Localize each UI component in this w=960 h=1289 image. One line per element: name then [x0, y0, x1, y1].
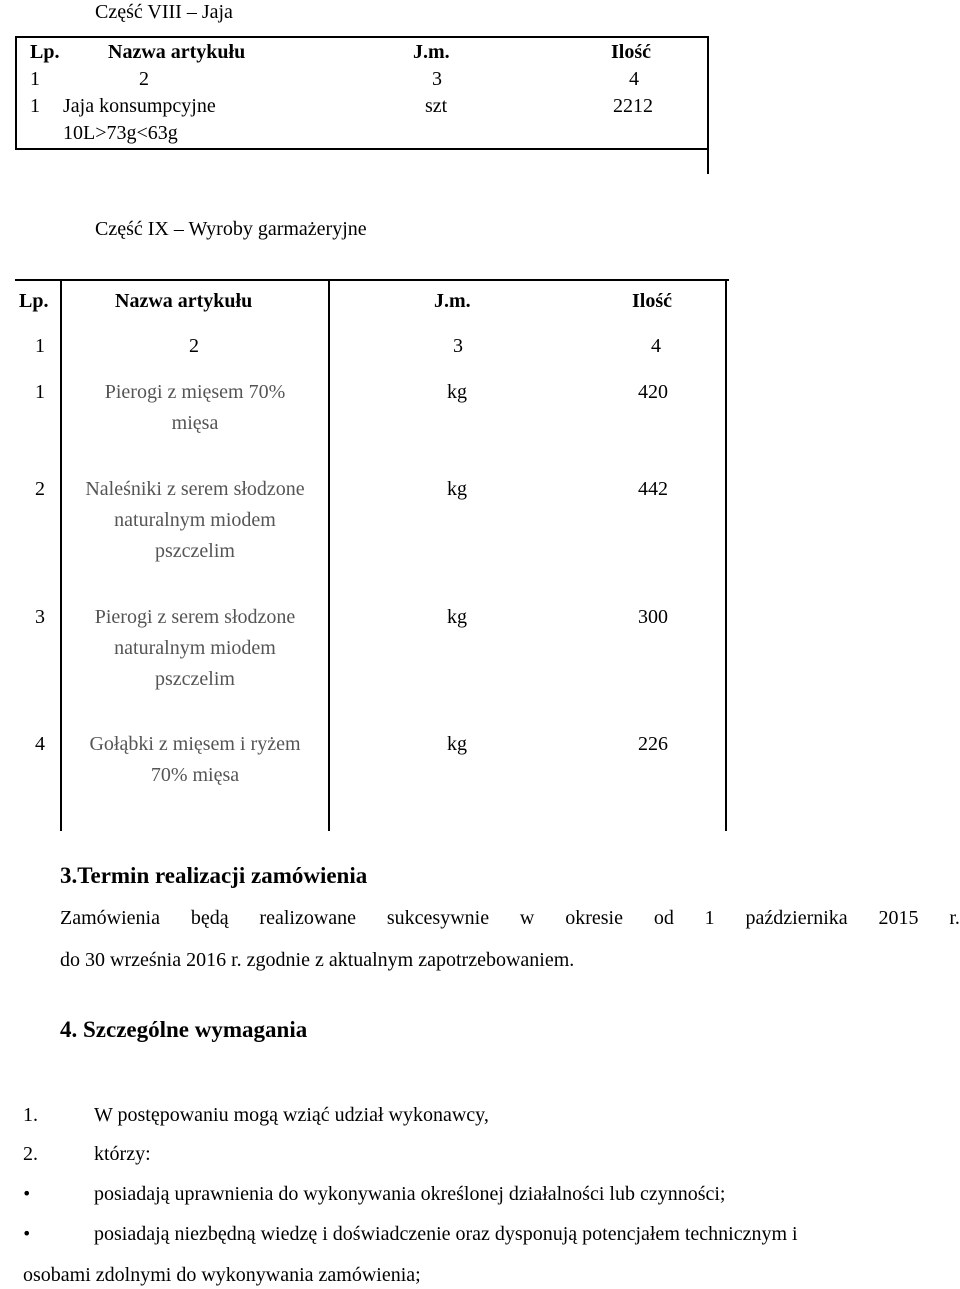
- row-name-line: 10L>73g<63g: [63, 122, 178, 144]
- col-header-name: Nazwa artykułu: [115, 290, 253, 312]
- row-lp: 4: [35, 733, 45, 755]
- row-lp: 2: [35, 478, 45, 500]
- row-name-line: Naleśniki z serem słodzone: [85, 478, 305, 500]
- list-item-number: 1.: [23, 1104, 38, 1126]
- row-name-line: naturalnym miodem: [114, 509, 276, 531]
- word: od: [653, 907, 674, 929]
- row-qty: 2212: [613, 95, 653, 117]
- word: Zamówienia: [60, 907, 160, 929]
- list-item-number: 2.: [23, 1143, 38, 1165]
- col-number-qty: 4: [629, 68, 639, 90]
- col-number-qty: 4: [651, 335, 661, 357]
- row-name-line: mięsa: [171, 412, 219, 434]
- row-unit: kg: [447, 478, 467, 500]
- word: realizowane: [259, 907, 357, 929]
- row-lp: 1: [35, 381, 45, 403]
- row-unit: szt: [425, 95, 448, 117]
- col-number-name: 2: [189, 335, 199, 357]
- row-qty: 442: [638, 478, 668, 500]
- part9-title: Część IX – Wyroby garmażeryjne: [95, 218, 367, 240]
- col-header-unit: J.m.: [413, 41, 450, 63]
- col-number-lp: 1: [35, 335, 45, 357]
- row-qty: 226: [638, 733, 668, 755]
- row-unit: kg: [447, 381, 467, 403]
- col-header-qty: Ilość: [611, 41, 651, 63]
- bullet-item-text: posiadają niezbędną wiedzę i doświadczenie oraz dysponują potencjałem technicznym i: [94, 1223, 798, 1245]
- row-qty: 300: [638, 606, 668, 628]
- row-name-line: Pierogi z serem słodzone: [94, 606, 296, 628]
- section3-heading: 3.Termin realizacji zamówienia: [60, 863, 368, 888]
- section4-heading: 4. Szczególne wymagania: [60, 1017, 308, 1042]
- table-rule: [15, 148, 709, 150]
- col-number-unit: 3: [453, 335, 463, 357]
- col-header-lp: Lp.: [19, 290, 49, 312]
- col-header-unit: J.m.: [434, 290, 471, 312]
- table-rule: [15, 279, 729, 281]
- list-item-text: którzy:: [94, 1143, 151, 1165]
- col-number-unit: 3: [432, 68, 442, 90]
- row-unit: kg: [447, 606, 467, 628]
- col-number-name: 2: [139, 68, 149, 90]
- word: będą: [190, 907, 229, 929]
- col-header-name: Nazwa artykułu: [108, 41, 246, 63]
- row-name-line: pszczelim: [155, 540, 235, 562]
- word: r.: [949, 907, 960, 929]
- row-lp: 3: [35, 606, 45, 628]
- row-name-line: 70% mięsa: [150, 764, 240, 786]
- table-rule: [328, 279, 330, 831]
- bullet-item-continuation: osobami zdolnymi do wykonywania zamówienia;: [23, 1264, 421, 1286]
- row-name-line: Pierogi z mięsem 70%: [104, 381, 286, 403]
- row-lp: 1: [30, 95, 40, 117]
- row-name-line: naturalnym miodem: [114, 637, 276, 659]
- word: 2015: [878, 907, 919, 929]
- col-header-qty: Ilość: [632, 290, 672, 312]
- list-item-text: W postępowaniu mogą wziąć udział wykonawcy,: [94, 1104, 489, 1126]
- table-rule: [707, 36, 709, 174]
- row-name-line: Jaja konsumpcyjne: [63, 95, 216, 117]
- table-rule: [725, 279, 727, 831]
- word: w: [519, 907, 535, 929]
- bullet-item-text: posiadają uprawnienia do wykonywania określonej działalności lub czynności;: [94, 1183, 726, 1205]
- col-header-lp: Lp.: [30, 41, 60, 63]
- row-name-line: pszczelim: [155, 668, 235, 690]
- part8-table: [15, 36, 709, 174]
- section3-paragraph-line2: do 30 września 2016 r. zgodnie z aktualnym zapotrzebowaniem.: [60, 949, 575, 971]
- word: okresie: [565, 907, 623, 929]
- row-name-line: Gołąbki z mięsem i ryżem: [89, 733, 301, 755]
- bullet-icon: •: [22, 1224, 32, 1243]
- row-qty: 420: [638, 381, 668, 403]
- word: 1: [704, 907, 715, 929]
- bullet-icon: •: [22, 1184, 32, 1203]
- section3-paragraph-line1: [60, 906, 960, 930]
- part9-table: [15, 279, 729, 831]
- part8-title: Część VIII – Jaja: [95, 1, 233, 23]
- row-unit: kg: [447, 733, 467, 755]
- table-rule: [15, 36, 17, 149]
- table-rule: [15, 36, 709, 38]
- col-number-lp: 1: [30, 68, 40, 90]
- word: października: [745, 907, 848, 929]
- word: sukcesywnie: [386, 907, 490, 929]
